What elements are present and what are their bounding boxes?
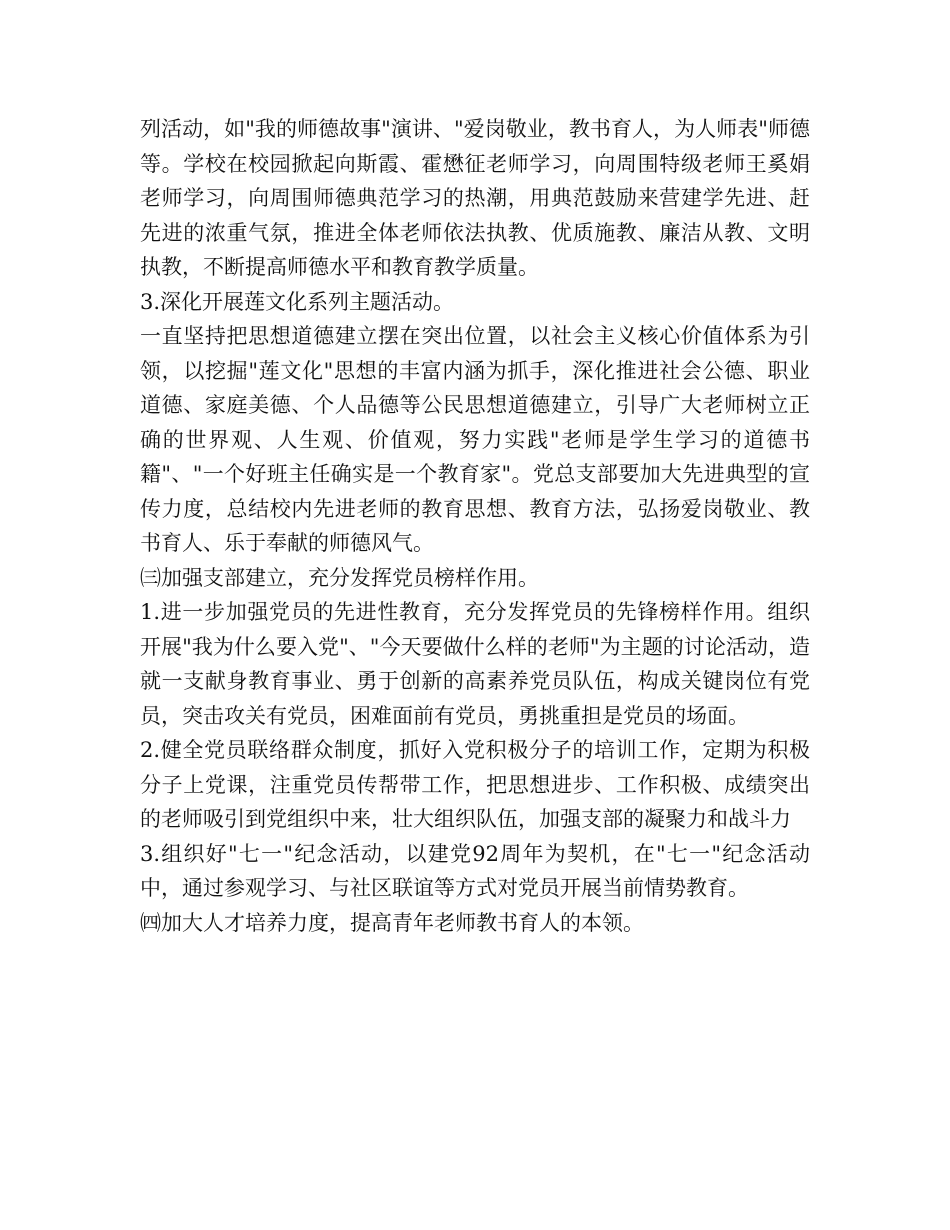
heading-lotus-culture-activities: 3.深化开展莲文化系列主题活动。 — [140, 289, 455, 314]
document-body — [140, 112, 810, 940]
paragraph-july-first-commemoration: 3.组织好"七一"纪念活动，以建党92周年为契机，在"七一"纪念活动中，通过参观学习、与社区联谊等方式对党员开展当前情势教育。 — [140, 841, 810, 900]
heading-talent-cultivation: ㈣加大人才培养力度，提高青年老师教书育人的本领。 — [140, 910, 644, 935]
heading-branch-construction: ㈢加强支部建立，充分发挥党员榜样作用。 — [140, 565, 539, 590]
paragraph-liaison-system: 2.健全党员联络群众制度，抓好入党积极分子的培训工作，定期为积极分子上党课，注重党员传帮带工作，把思想进步、工作积极、成绩突出的老师吸引到党组织中来，壮大组织队伍，加强支部的凝聚力和战斗力 — [140, 738, 810, 831]
paragraph-teacher-ethics-activities: 列活动，如"我的师德故事"演讲、"爱岗敬业，教书育人，为人师表"师德等。学校在校园掀起向斯霞、霍懋征老师学习，向周围特级老师王奚娟老师学习，向周围师德典范学习的热潮，用典范鼓励来营建学先进、赶先进的浓重气氛，推进全体老师依法执教、优质施教、廉洁从教、文明执教，不断提高师德水平和教育教学质量。 — [140, 117, 810, 279]
paragraph-moral-construction: 一直坚持把思想道德建立摆在突出位置，以社会主义核心价值体系为引领，以挖掘"莲文化"思想的丰富内涵为抓手，深化推进社会公德、职业道德、家庭美德、个人品德等公民思想道德建立，引导广大老师树立正确的世界观、人生观、价值观，努力实践"老师是学生学习的道德书籍"、"一个好班主任确实是一个教育家"。党总支部要加大先进典型的宣传力度，总结校内先进老师的教育思想、教育方法，弘扬爱岗敬业、教书育人、乐于奉献的师德风气。 — [140, 324, 810, 555]
paragraph-party-member-education: 1.进一步加强党员的先进性教育，充分发挥党员的先锋榜样作用。组织开展"我为什么要入党"、"今天要做什么样的老师"为主题的讨论活动，造就一支献身教育事业、勇于创新的高素养党员队伍，构成关键岗位有党员，突击攻关有党员，困难面前有党员，勇挑重担是党员的场面。 — [140, 600, 810, 728]
